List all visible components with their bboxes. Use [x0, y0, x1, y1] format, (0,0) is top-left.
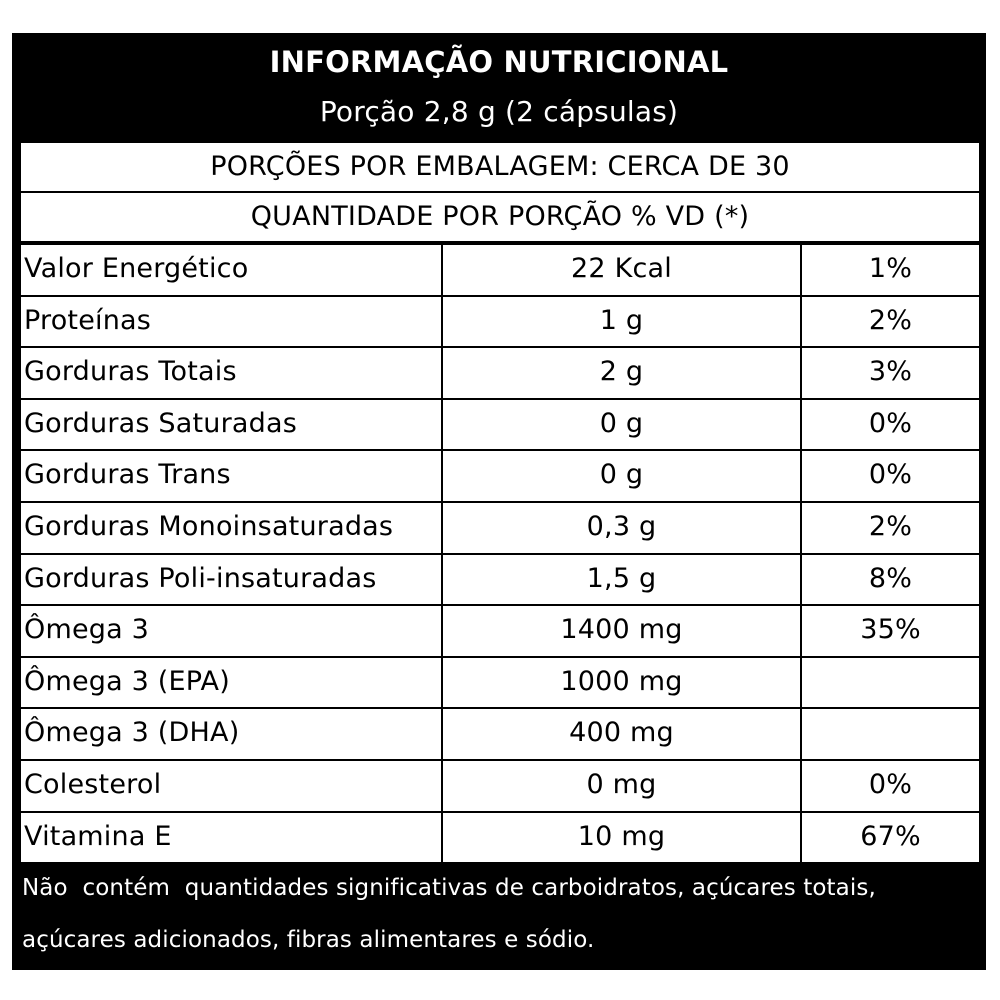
nutrient-daily-value: 0%	[802, 451, 979, 501]
footer-line-1: Não contém quantidades significativas de carboidratos, açúcares totais,	[22, 875, 876, 901]
nutrient-quantity: 10 mg	[443, 813, 800, 863]
nutrient-name: Ômega 3 (EPA)	[21, 658, 441, 708]
nutrient-quantity: 0 g	[443, 451, 800, 501]
nutrient-quantity: 2 g	[443, 348, 800, 398]
nutrient-name: Proteínas	[21, 297, 441, 347]
footer-note	[12, 863, 986, 970]
nutrient-name: Gorduras Trans	[21, 451, 441, 501]
column-header: QUANTIDADE POR PORÇÃO % VD (*)	[21, 193, 979, 241]
nutrient-name: Ômega 3	[21, 606, 441, 656]
nutrient-name: Ômega 3 (DHA)	[21, 709, 441, 759]
table-row	[19, 398, 981, 450]
table-row	[19, 707, 981, 759]
table-row	[19, 604, 981, 656]
table-row	[19, 759, 981, 811]
nutrient-daily-value: 0%	[802, 400, 979, 450]
nutrient-quantity: 1,5 g	[443, 555, 800, 605]
footer-line-2: açúcares adicionados, fibras alimentares e sódio.	[22, 927, 595, 953]
table-row	[19, 553, 981, 605]
nutrition-table	[19, 141, 981, 863]
nutrient-quantity: 1000 mg	[443, 658, 800, 708]
nutrient-quantity: 0 mg	[443, 761, 800, 811]
table-row	[19, 449, 981, 501]
nutrient-name: Valor Energético	[21, 245, 441, 295]
nutrient-quantity: 0,3 g	[443, 503, 800, 553]
table-row	[19, 501, 981, 553]
table-row	[19, 295, 981, 347]
table-row	[19, 656, 981, 708]
nutrient-daily-value: 35%	[802, 606, 979, 656]
nutrient-name: Gorduras Totais	[21, 348, 441, 398]
nutrient-quantity: 22 Kcal	[443, 245, 800, 295]
table-row	[19, 811, 981, 863]
nutrient-quantity: 0 g	[443, 400, 800, 450]
nutrient-name: Gorduras Monoinsaturadas	[21, 503, 441, 553]
nutrient-daily-value: 2%	[802, 297, 979, 347]
table-row	[19, 243, 981, 295]
nutrient-daily-value	[802, 709, 979, 759]
nutrient-daily-value: 67%	[802, 813, 979, 863]
nutrient-name: Gorduras Saturadas	[21, 400, 441, 450]
nutrient-daily-value: 8%	[802, 555, 979, 605]
nutrient-name: Vitamina E	[21, 813, 441, 863]
nutrient-name: Colesterol	[21, 761, 441, 811]
nutrient-quantity: 1 g	[443, 297, 800, 347]
nutrient-daily-value: 0%	[802, 761, 979, 811]
label-title: INFORMAÇÃO NUTRICIONAL	[269, 45, 729, 79]
nutrient-daily-value	[802, 658, 979, 708]
nutrition-facts-panel	[12, 33, 986, 970]
label-header	[12, 33, 986, 141]
nutrient-name: Gorduras Poli-insaturadas	[21, 555, 441, 605]
nutrient-daily-value: 3%	[802, 348, 979, 398]
portion-size: Porção 2,8 g (2 cápsulas)	[319, 95, 679, 128]
nutrient-daily-value: 2%	[802, 503, 979, 553]
nutrient-daily-value: 1%	[802, 245, 979, 295]
nutrient-quantity: 1400 mg	[443, 606, 800, 656]
servings-per-package: PORÇÕES POR EMBALAGEM: CERCA DE 30	[21, 143, 979, 191]
nutrient-quantity: 400 mg	[443, 709, 800, 759]
table-row	[19, 346, 981, 398]
